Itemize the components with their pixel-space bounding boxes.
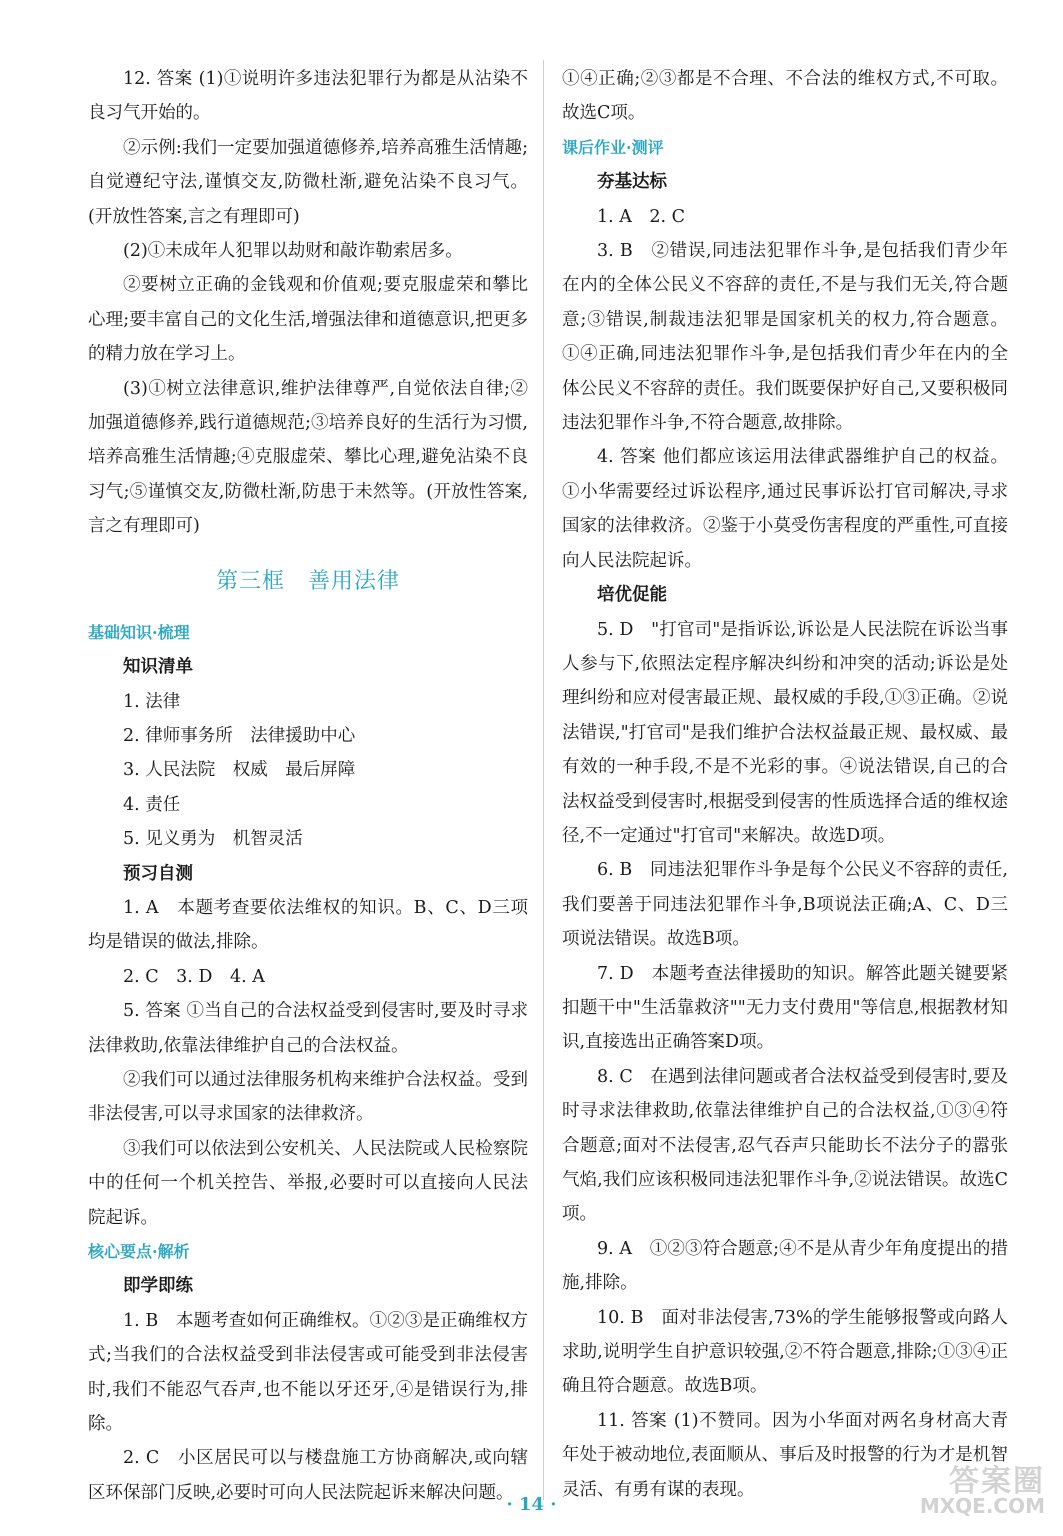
answer-1-2: 1. A 2. C xyxy=(597,206,686,227)
list-item-1: 1. 法律 xyxy=(123,691,181,712)
heading-homework: 课后作业·测评 xyxy=(562,137,664,157)
watermark-text-cn: 答案圈 xyxy=(949,1464,1045,1499)
answer-6: 6. B 同违法犯罪作斗争是每个公民义不容辞的责任,我们要善于同违法犯罪作斗争,B项说法正确;A、C、D三项说法错误。故选B项。 xyxy=(562,860,1008,950)
preview-answer-5b: ②我们可以通过法律服务机构来维护合法权益。受到非法侵害,可以寻求国家的法律救济。 xyxy=(88,1069,528,1125)
answer-10: 10. B 面对非法侵害,73%的学生能够报警或向路人求助,说明学生自护意识较强,②不符合题意,排除;①③④正确且符合题意。故选B项。 xyxy=(562,1307,1008,1397)
answer-11: 11. 答案 (1)不赞同。因为小华面对两名身材高大青年处于被动地位,表面顺从、事后及时报警的行为才是机智灵活、有勇有谋的表现。 xyxy=(562,1410,1008,1500)
left-column xyxy=(88,62,528,1510)
answer-9: 9. A ①②③符合题意;④不是从青少年角度提出的措施,排除。 xyxy=(562,1238,1008,1294)
heading-improve: 培优促能 xyxy=(597,585,667,606)
q12-part4: ②要树立正确的金钱观和价值观;要克服虚荣和攀比心理;要丰富自己的文化生活,增强法律和道德意识,把更多的精力放在学习上。 xyxy=(88,275,528,365)
section-title: 第三框 善用法律 xyxy=(215,568,400,594)
preview-answer-1: 1. A 本题考查要依法维权的知识。B、C、D三项均是错误的做法,排除。 xyxy=(88,897,528,953)
answer-3: 3. B ②错误,同违法犯罪作斗争,是包括我们青少年在内的全体公民义不容辞的责任,不是与我们无关,符合题意;③错误,制裁违法犯罪是国家机关的权力,符合题意。①④正确,同违法犯罪作斗争,是包括我们青少年在内的全体公民义不容辞的责任。我们既要保护好自己,又要积极同违法犯罪作斗争,不符合题意,故排除。 xyxy=(562,241,1008,434)
q12-part1: 12. 答案 (1)①说明许多违法犯罪行为都是从沾染不良习气开始的。 xyxy=(88,69,528,124)
page-number: · 14 · xyxy=(506,1494,557,1515)
column-divider xyxy=(543,60,544,1500)
list-item-2: 2. 律师事务所 法律援助中心 xyxy=(123,725,356,746)
watermark-logo xyxy=(895,1456,1045,1526)
watermark-text-en: MXQE.COM xyxy=(919,1494,1045,1518)
preview-answer-5c: ③我们可以依法到公安机关、人民法院或人民检察院中的任何一个机关控告、举报,必要时可以直接向人民法院起诉。 xyxy=(88,1138,528,1228)
answer-8: 8. C 在遇到法律问题或者合法权益受到侵害时,要及时寻求法律救助,依靠法律维护自己的合法权益,①③④符合题意;面对不法侵害,忍气吞声只能助长不法分子的嚣张气焰,我们应该积极同违法犯罪作斗争,②说法错误。故选C项。 xyxy=(562,1066,1008,1225)
preview-answer-2-4: 2. C 3. D 4. A xyxy=(123,966,265,987)
q12-part2: ②示例:我们一定要加强道德修养,培养高雅生活情趣;自觉遵纪守法,谨慎交友,防微杜渐,避免沾染不良习气。(开放性答案,言之有理即可) xyxy=(88,137,528,227)
list-item-3: 3. 人民法院 权威 最后屏障 xyxy=(123,760,356,781)
heading-basic-knowledge: 基础知识·梳理 xyxy=(88,622,190,642)
list-item-4: 4. 责任 xyxy=(123,794,181,815)
list-item-5: 5. 见义勇为 机智灵活 xyxy=(123,829,303,850)
preview-answer-5a: 5. 答案 ①当自己的合法权益受到侵害时,要及时寻求法律救助,依靠法律维护自己的合法权益。 xyxy=(88,1001,528,1056)
heading-knowledge-list: 知识清单 xyxy=(123,657,193,678)
q12-part3: (2)①未成年人犯罪以劫财和敲诈勒索居多。 xyxy=(123,241,463,262)
heading-core-points: 核心要点·解析 xyxy=(88,1242,190,1261)
answer-7: 7. D 本题考查法律援助的知识。解答此题关键要紧扣题干中"生活靠救济""无力支付费用"等信息,根据教材知识,直接选出正确答案D项。 xyxy=(562,963,1008,1053)
practice-answer-2-continued: ①④正确;②③都是不合理、不合法的维权方式,不可取。故选C项。 xyxy=(562,69,1008,124)
right-column xyxy=(562,62,1008,1507)
answer-4: 4. 答案 他们都应该运用法律武器维护自己的权益。①小华需要经过诉讼程序,通过民事诉讼打官司解决,寻求国家的法律救济。②鉴于小莫受伤害程度的严重性,可直接向人民法院起诉。 xyxy=(562,447,1008,571)
practice-answer-2: 2. C 小区居民可以与楼盘施工方协商解决,或向辖区环保部门反映,必要时可向人民法院起诉来解决问题。 xyxy=(88,1448,528,1503)
q12-part5: (3)①树立法律意识,维护法律尊严,自觉依法自律;②加强道德修养,践行道德规范;③培养良好的生活行为习惯,培养高雅生活情趣;④克服虚荣、攀比心理,避免沾染不良习气;⑤谨慎交友,防微杜渐,防患于未然等。(开放性答案,言之有理即可) xyxy=(88,378,528,537)
heading-practice: 即学即练 xyxy=(123,1276,193,1297)
practice-answer-1: 1. B 本题考查如何正确维权。①②③是正确维权方式;当我们的合法权益受到非法侵害或可能受到非法侵害时,我们不能忍气吞声,也不能以牙还牙,④是错误行为,排除。 xyxy=(88,1310,528,1435)
heading-preview-test: 预习自测 xyxy=(123,863,193,884)
heading-foundation: 夯基达标 xyxy=(597,172,667,193)
answer-5: 5. D "打官司"是指诉讼,诉讼是人民法院在诉讼当事人参与下,依照法定程序解决纠纷和冲突的活动;诉讼是处理纠纷和应对侵害最正规、最权威的手段,①③正确。②说法错误,"打官司"是我们维护合法权益最正规、最权威、最有效的一种手段,不是不光彩的事。④说法错误,自己的合法权益受到侵害时,根据受到侵害的性质选择合适的维权途径,不一定通过"打官司"来解决。故选D项。 xyxy=(562,619,1008,846)
